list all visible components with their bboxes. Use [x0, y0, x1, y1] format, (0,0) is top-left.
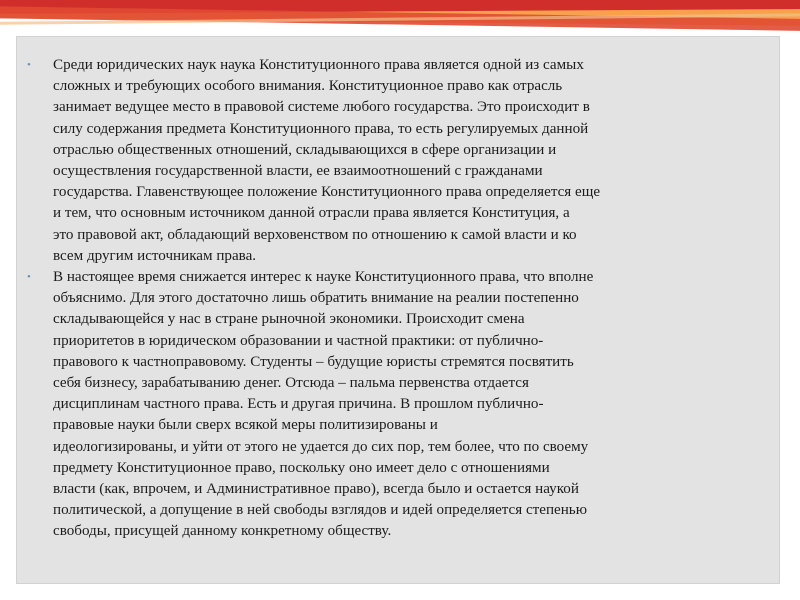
bullet-list	[27, 55, 747, 543]
bullet-item-2	[27, 267, 747, 543]
bullet-icon: •	[27, 271, 31, 284]
bullet-icon: •	[27, 59, 31, 71]
right-margin	[782, 36, 800, 600]
bullet-item-1	[27, 55, 747, 267]
paragraph-text-1: Среди юридических наук наука Конституционного права является одной из самых сложных и требующих особого внимания. Конституционное право как отрасль занимает ведущее место в правовой системе любого государства. Это происходит в силу содержания предмета Конституционного права, то есть регулируемых данной отраслью общественных отношений, складывающихся в сфере организации и осуществления государственной власти, ее взаимоотношений с гражданами государства. Главенствующее положение Конституционного права определяется еще и тем, что основным источником данной отрасли права является Конституция, а это правовой акт, обладающий верховенством по отношению к самой власти и ко всем другим источникам права.	[53, 57, 601, 264]
header-stripes	[0, 0, 800, 36]
slide-content-panel	[16, 36, 780, 584]
paragraph-text-2: В настоящее время снижается интерес к науке Конституционного права, что вполне объяснимо. Для этого достаточно лишь обратить внимание на реалии постепенно складывающейся у нас в стране рыночной экономики. Происходит смена приоритетов в юридическом образовании и частной практики: от публично- правового к частноправовому. Студенты – будущие юристы стремятся посвятить себя бизнесу, зарабатыванию денег. Отсюда – пальма первенства отдается дисциплинам частного права. Есть и другая причина. В прошлом публично- правовые науки были сверх всякой меры политизированы и идеологизированы, и уйти от этого не удается до сих пор, тем более, что по своему предмету Конституционное право, поскольку оно имеет дело с отношениями власти (как, впрочем, и Административное право), всегда было и остается наукой политической, а допущение в ней свободы взглядов и идей определяется степенью свободы, присущей данному конкретному обществу.	[53, 269, 594, 540]
